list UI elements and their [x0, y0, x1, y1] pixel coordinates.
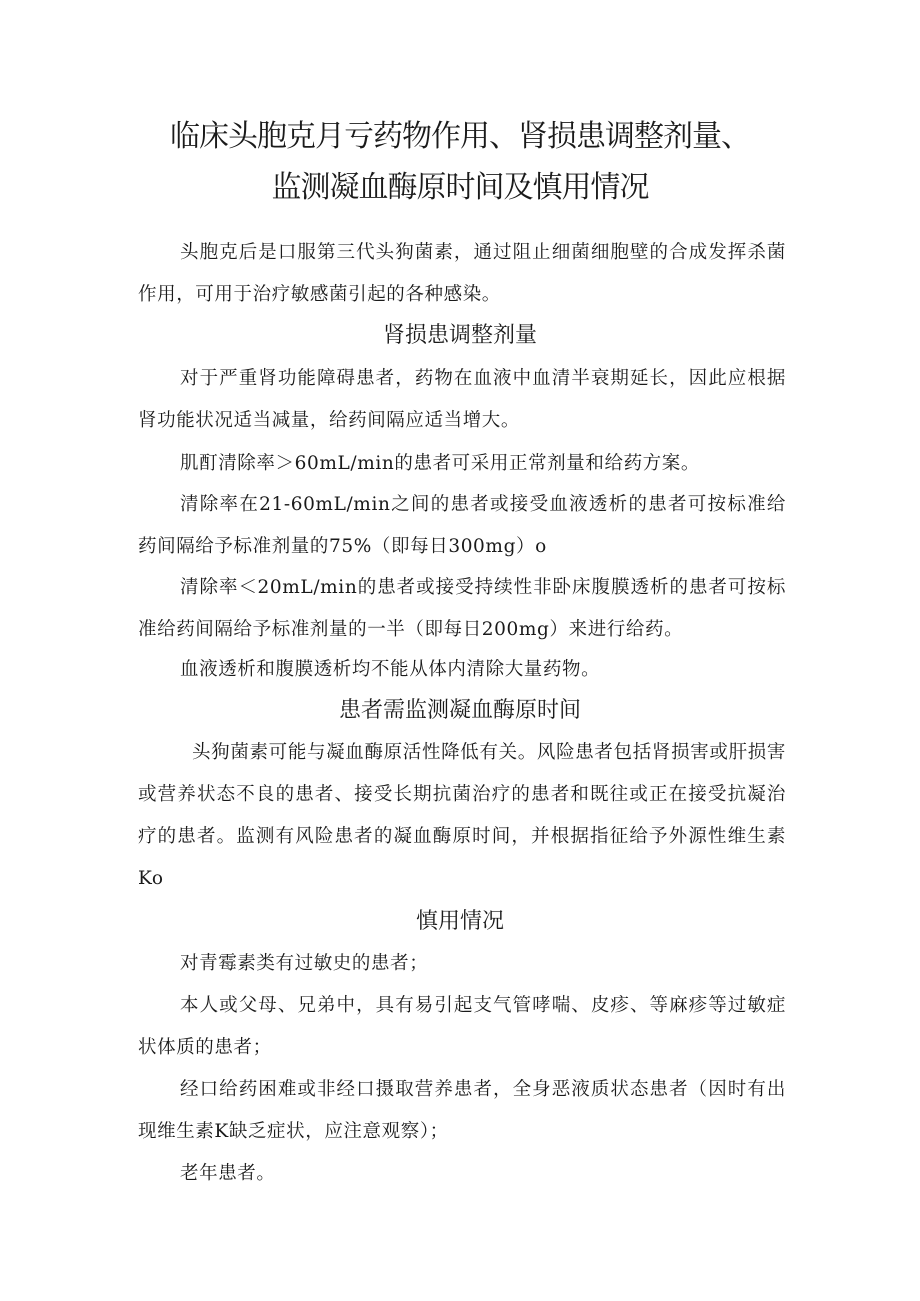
document-title-line2: 监测凝血酶原时间及慎用情况 — [271, 170, 649, 205]
section-heading-prothrombin: 患者需监测凝血酶原时间 — [338, 698, 581, 723]
paragraph-renal-2: 肌酊清除率＞60mL∕min的患者可采用正常剂量和给药方案。 — [180, 453, 700, 474]
section-heading-renal-dosage: 肾损患调整剂量 — [382, 323, 537, 348]
paragraph-caution-4: 老年患者。 — [180, 1163, 276, 1184]
paragraph-caution-1: 对青霉素类有过敏史的患者； — [180, 953, 429, 974]
paragraph-prothrombin: 头狗菌素可能与凝血酶原活性降低有关。风险患者包括肾损害或肝损害或营养状态不良的患者、接受长期抗菌治疗的患者和既往或正在接受抗凝治疗的患者。监测有风险患者的凝血酶原时间，并根据指征给予外源性维生素Ko — [138, 742, 786, 889]
section-heading-caution: 慎用情况 — [415, 909, 504, 934]
paragraph-renal-3: 清除率在21-60mL∕min之间的患者或接受血液透析的患者可按标准给药间隔给予标准剂量的75%（即每日300mg）o — [138, 494, 786, 557]
paragraph-renal-4: 清除率＜20mL∕min的患者或接受持续性非卧床腹膜透析的患者可按标准给药间隔给予标准剂量的一半（即每日200mg）来进行给药。 — [138, 577, 786, 640]
paragraph-renal-1: 对于严重肾功能障碍患者，药物在血液中血清半衰期延长，因此应根据肾功能状况适当减量，给药间隔应适当增大。 — [138, 368, 786, 431]
intro-paragraph: 头胞克后是口服第三代头狗菌素，通过阻止细菌细胞壁的合成发挥杀菌作用，可用于治疗敏感菌引起的各种感染。 — [138, 242, 786, 305]
paragraph-renal-5: 血液透析和腹膜透析均不能从体内清除大量药物。 — [180, 659, 601, 680]
paragraph-caution-2: 本人或父母、兄弟中，具有易引起支气管哮喘、皮疹、等麻疹等过敏症状体质的患者； — [138, 995, 786, 1058]
paragraph-caution-3: 经口给药困难或非经口摄取营养患者，全身恶液质状态患者（因时有出现维生素K缺乏症状，应注意观察）； — [138, 1079, 786, 1142]
document-title-line1: 临床头胞克月亏药物作用、肾损患调整剂量、 — [170, 119, 750, 154]
